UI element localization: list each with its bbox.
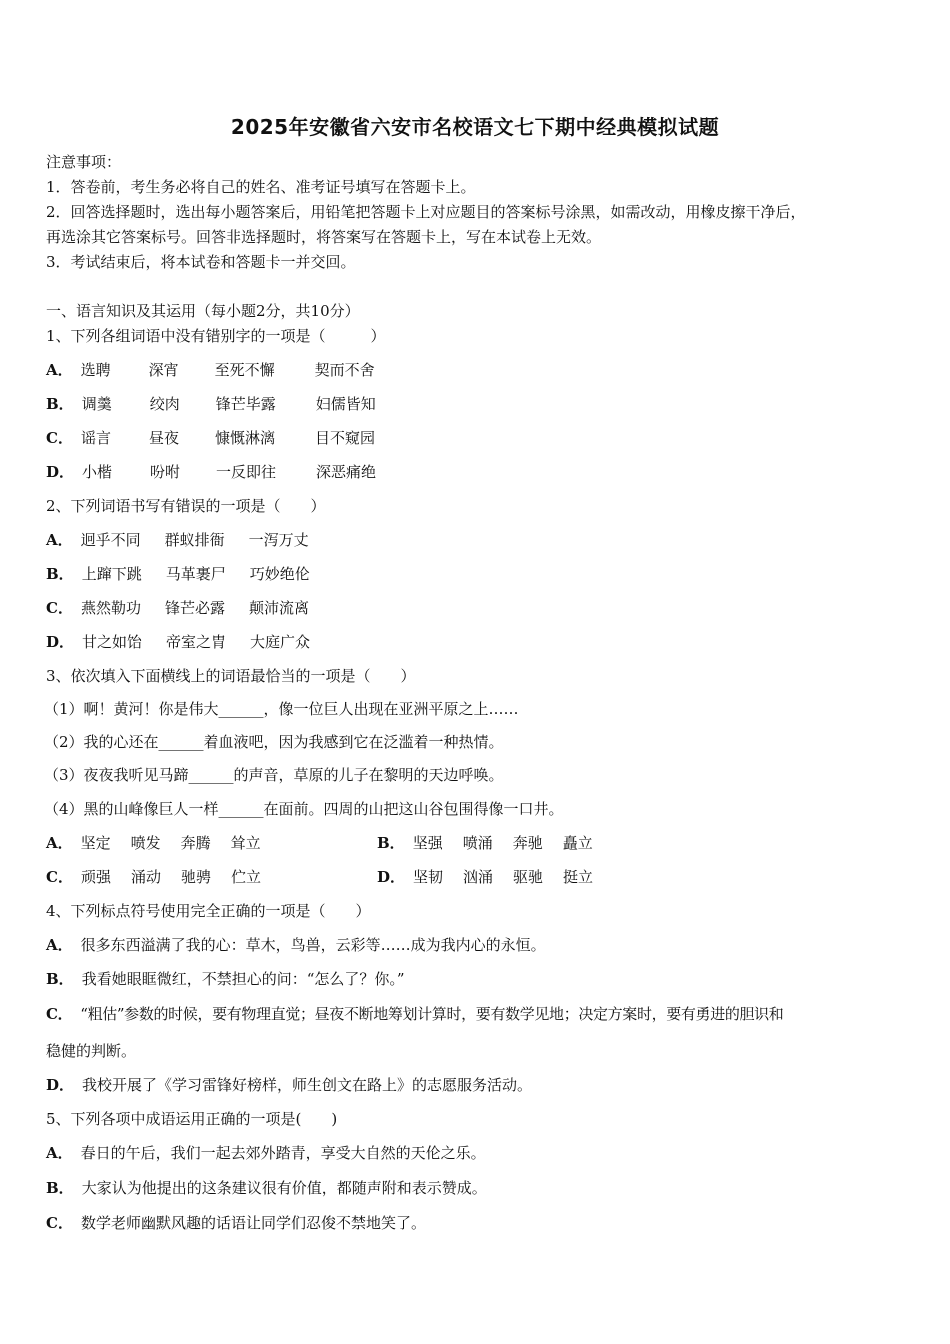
option-word: 深宵 bbox=[148, 361, 179, 379]
q1-option-c bbox=[46, 428, 375, 448]
q5-option-a bbox=[46, 1143, 486, 1163]
q4-option-c-continued: 稳健的判断。 bbox=[46, 1042, 137, 1060]
notice-heading: 注意事项： bbox=[46, 153, 122, 171]
option-word: 坚韧 bbox=[413, 868, 444, 886]
q2-option-a bbox=[46, 530, 309, 550]
option-label: B． bbox=[46, 395, 74, 413]
q4-option-a bbox=[46, 935, 546, 955]
option-text: 春日的午后，我们一起去郊外踏青，享受大自然的天伦之乐。 bbox=[80, 1144, 486, 1162]
option-label: C． bbox=[46, 1214, 73, 1232]
option-label: C． bbox=[46, 1005, 73, 1023]
option-word: 甘之如饴 bbox=[82, 633, 143, 651]
option-word: 喷涌 bbox=[462, 834, 493, 852]
q5-option-b bbox=[46, 1178, 487, 1198]
option-word: 挺立 bbox=[563, 868, 594, 886]
q3-option-b bbox=[377, 833, 593, 853]
option-word: 契而不舍 bbox=[314, 361, 375, 379]
option-word: 深恶痛绝 bbox=[316, 463, 377, 481]
q4-option-b bbox=[46, 969, 405, 989]
option-word: 小楷 bbox=[82, 463, 113, 481]
option-text: 数学老师幽默风趣的话语让同学们忍俊不禁地笑了。 bbox=[80, 1214, 426, 1232]
q1-option-d bbox=[46, 462, 376, 482]
q2-option-b bbox=[46, 564, 310, 584]
option-word: 上蹿下跳 bbox=[81, 565, 142, 583]
option-label: D． bbox=[46, 463, 75, 481]
option-text: 我校开展了《学习雷锋好榜样，师生创文在路上》的志愿服务活动。 bbox=[82, 1076, 533, 1094]
q1-option-b bbox=[46, 394, 376, 414]
option-word: 谣言 bbox=[80, 429, 111, 447]
q2-option-c bbox=[46, 598, 309, 618]
notice-item: 2．回答选择题时，选出每小题答案后，用铅笔把答题卡上对应题目的答案标号涂黑，如需改动，用橡皮擦干净后， bbox=[46, 203, 806, 221]
q2-option-d bbox=[46, 632, 310, 652]
option-word: 至死不懈 bbox=[214, 361, 275, 379]
question-4-stem: 4、下列标点符号使用完全正确的一项是（ ） bbox=[46, 902, 371, 920]
option-label: A． bbox=[46, 361, 73, 379]
option-label: B． bbox=[46, 970, 74, 988]
option-word: 耸立 bbox=[230, 834, 261, 852]
q1-option-a bbox=[46, 360, 375, 380]
option-word: 绞肉 bbox=[149, 395, 180, 413]
option-word: 矗立 bbox=[562, 834, 593, 852]
option-label: A． bbox=[46, 834, 73, 852]
option-word: 吩咐 bbox=[150, 463, 181, 481]
option-label: A． bbox=[46, 1144, 73, 1162]
option-label: A． bbox=[46, 531, 73, 549]
q5-option-c bbox=[46, 1213, 426, 1233]
question-5-stem: 5、下列各项中成语运用正确的一项是( ) bbox=[46, 1110, 338, 1128]
q3-option-d bbox=[377, 867, 593, 887]
option-label: C． bbox=[46, 429, 73, 447]
option-label: A． bbox=[46, 936, 73, 954]
notice-item: 再选涂其它答案标号。回答非选择题时，将答案写在答题卡上，写在本试卷上无效。 bbox=[46, 228, 602, 246]
option-word: 慷慨淋漓 bbox=[214, 429, 275, 447]
option-word: 颠沛流离 bbox=[248, 599, 309, 617]
option-word: 奔腾 bbox=[180, 834, 211, 852]
option-word: 一泻万丈 bbox=[248, 531, 309, 549]
option-word: 妇儒皆知 bbox=[315, 395, 376, 413]
option-word: 涌动 bbox=[130, 868, 161, 886]
option-label: C． bbox=[46, 599, 73, 617]
notice-item: 3．考试结束后，将本试卷和答题卡一并交回。 bbox=[46, 253, 356, 271]
q3-sentence: （1）啊！黄河！你是伟大______，像一位巨人出现在亚洲平原之上…… bbox=[44, 700, 519, 718]
option-label: B． bbox=[46, 1179, 74, 1197]
option-word: 燕然勒功 bbox=[80, 599, 141, 617]
option-word: 目不窥园 bbox=[314, 429, 375, 447]
option-text: “粗估”参数的时候，要有物理直觉；昼夜不断地筹划计算时，要有数学见地；决定方案时，要有勇进的胆识和 bbox=[80, 1005, 784, 1023]
q3-sentence: （2）我的心还在______着血液吧，因为我感到它在泛滥着一种热情。 bbox=[44, 733, 504, 751]
question-1-stem: 1、下列各组词语中没有错别字的一项是（ ） bbox=[46, 327, 386, 345]
option-label: D． bbox=[46, 633, 75, 651]
page-title: 2025年安徽省六安市名校语文七下期中经典模拟试题 bbox=[230, 115, 720, 139]
option-label: D． bbox=[377, 868, 406, 886]
option-word: 调羹 bbox=[81, 395, 112, 413]
question-2-stem: 2、下列词语书写有错误的一项是（ ） bbox=[46, 497, 326, 515]
option-label: D． bbox=[46, 1076, 75, 1094]
notice-item: 1．答卷前，考生务必将自己的姓名、准考证号填写在答题卡上。 bbox=[46, 178, 476, 196]
option-label: B． bbox=[46, 565, 74, 583]
option-word: 顽强 bbox=[80, 868, 111, 886]
option-word: 迥乎不同 bbox=[80, 531, 141, 549]
option-word: 昼夜 bbox=[148, 429, 179, 447]
option-label: C． bbox=[46, 868, 73, 886]
option-word: 群蚁排衙 bbox=[164, 531, 225, 549]
option-text: 大家认为他提出的这条建议很有价值，都随声附和表示赞成。 bbox=[81, 1179, 487, 1197]
option-text: 很多东西溢满了我的心：草木，鸟兽，云彩等……成为我内心的永恒。 bbox=[80, 936, 546, 954]
option-word: 锋芒必露 bbox=[164, 599, 225, 617]
option-text: 我看她眼眶微红，不禁担心的问：“怎么了？你。” bbox=[81, 970, 405, 988]
option-word: 一反即往 bbox=[216, 463, 277, 481]
option-word: 锋芒毕露 bbox=[215, 395, 276, 413]
option-word: 帝室之胄 bbox=[166, 633, 227, 651]
question-3-stem: 3、依次填入下面横线上的词语最恰当的一项是（ ） bbox=[46, 667, 416, 685]
option-word: 大庭广众 bbox=[250, 633, 311, 651]
option-word: 巧妙绝伦 bbox=[249, 565, 310, 583]
q4-option-c bbox=[46, 1004, 783, 1024]
option-word: 汹涌 bbox=[463, 868, 494, 886]
option-word: 选聘 bbox=[80, 361, 111, 379]
option-word: 奔驰 bbox=[512, 834, 543, 852]
option-word: 驰骋 bbox=[180, 868, 211, 886]
option-word: 伫立 bbox=[230, 868, 261, 886]
q3-option-a bbox=[46, 833, 261, 853]
section-heading: 一、语言知识及其运用（每小题2分，共10分） bbox=[46, 302, 360, 320]
option-word: 坚定 bbox=[80, 834, 111, 852]
option-word: 驱驰 bbox=[513, 868, 544, 886]
q3-option-c bbox=[46, 867, 261, 887]
q4-option-d bbox=[46, 1075, 532, 1095]
option-label: B． bbox=[377, 834, 405, 852]
q3-sentence: （4）黑的山峰像巨人一样______在面前。四周的山把这山谷包围得像一口井。 bbox=[44, 800, 564, 818]
option-word: 马革裹尸 bbox=[165, 565, 226, 583]
q3-sentence: （3）夜夜我听见马蹄______的声音，草原的儿子在黎明的天边呼唤。 bbox=[44, 766, 504, 784]
option-word: 坚强 bbox=[412, 834, 443, 852]
option-word: 喷发 bbox=[130, 834, 161, 852]
